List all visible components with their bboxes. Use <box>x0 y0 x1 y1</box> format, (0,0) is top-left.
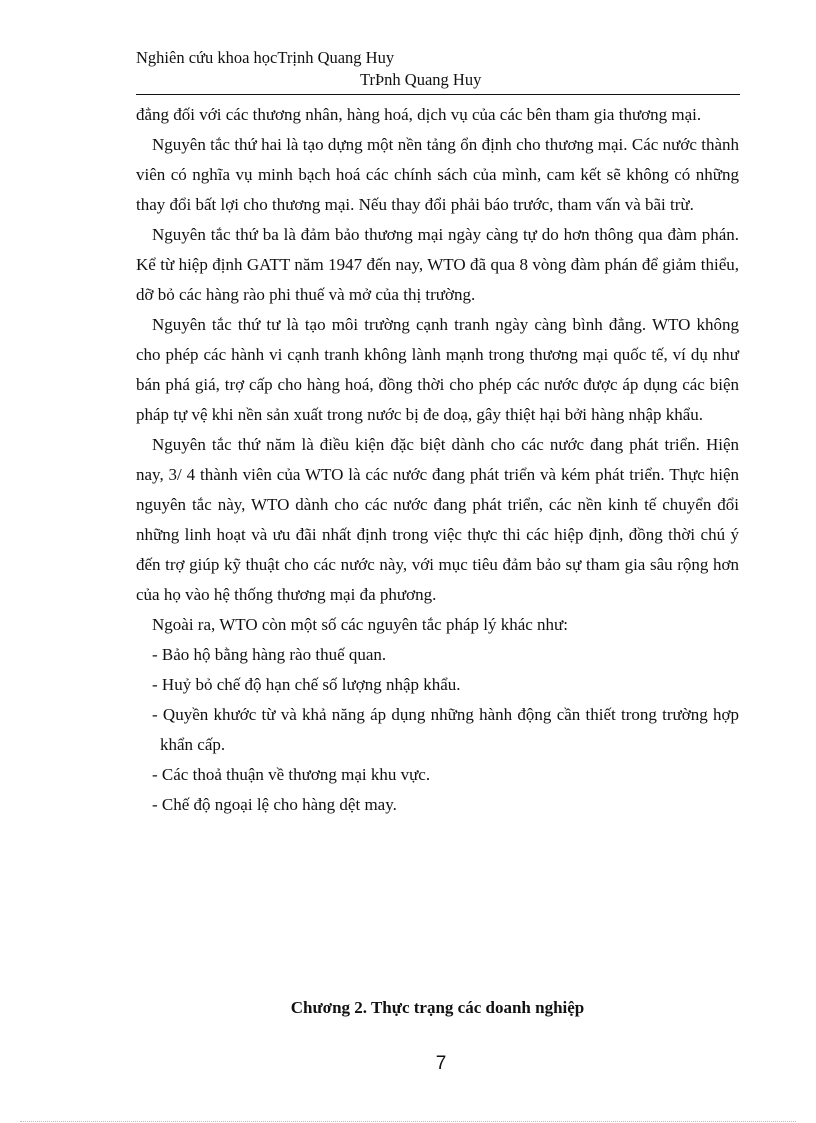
list-item: - Quyền khước từ và khả năng áp dụng những hành động cần thiết trong trường hợp khẩn cấp. <box>152 705 739 754</box>
body-text <box>136 100 739 820</box>
list-item: - Các thoả thuận về thương mại khu vực. <box>152 765 431 784</box>
header-line-2: TrÞnh Quang Huy <box>360 70 482 89</box>
paragraph-principle-4: Nguyên tắc thứ tư là tạo môi trường cạnh tranh ngày càng bình đẳng. WTO không cho phép các hành vi cạnh tranh không lành mạnh trong thương mại quốc tế, ví dụ như bán phá giá, trợ cấp cho hàng hoá, đồng thời cho phép các nước được áp dụng các biện pháp tự vệ khi nền sản xuất trong nước bị đe doạ, gây thiệt hại bởi hàng nhập khẩu. <box>136 315 739 424</box>
header-line-1: Nghiên cứu khoa họcTrịnh Quang Huy <box>136 48 395 67</box>
paragraph-principle-5: Nguyên tắc thứ năm là điều kiện đặc biệt dành cho các nước đang phát triển. Hiện nay, 3/ 4 thành viên của WTO là các nước đang phát triển và kém phát triển. Thực hiện nguyên tắc này, WTO dành cho các nước đang phát triển, các nền kinh tế chuyển đổi những linh hoạt và ưu đãi nhất định trong việc thực thi các hiệp định, đồng thời chú ý đến trợ giúp kỹ thuật cho các nước này, với mục tiêu đảm bảo sự tham gia sâu rộng hơn của họ vào hệ thống thương mại đa phương. <box>136 435 739 604</box>
chapter-title: Chương 2. Thực trạng các doanh nghiệp <box>290 998 585 1017</box>
list-item: - Huỷ bỏ chế độ hạn chế số lượng nhập khẩu. <box>152 675 461 694</box>
paragraph-other-principles: Ngoài ra, WTO còn một số các nguyên tắc pháp lý khác như: <box>152 615 568 634</box>
page-header <box>136 47 740 91</box>
paragraph-principle-2: Nguyên tắc thứ hai là tạo dựng một nền tảng ổn định cho thương mại. Các nước thành viên có nghĩa vụ minh bạch hoá các chính sách của mình, cam kết sẽ không có những thay đổi bất lợi cho thương mại. Nếu thay đổi phải báo trước, tham vấn và bãi trừ. <box>136 135 739 214</box>
list-item: - Chế độ ngoại lệ cho hàng dệt may. <box>152 795 397 814</box>
page-bottom-divider <box>20 1121 796 1122</box>
paragraph-continuation: đẳng đối với các thương nhân, hàng hoá, dịch vụ của các bên tham gia thương mại. <box>136 105 702 124</box>
list-item: - Bảo hộ bằng hàng rào thuế quan. <box>152 645 387 664</box>
principles-list <box>136 640 739 820</box>
page-number: 7 <box>435 1053 447 1074</box>
header-rule <box>136 94 740 95</box>
paragraph-principle-3: Nguyên tắc thứ ba là đảm bảo thương mại ngày càng tự do hơn thông qua đàm phán. Kể từ hiệp định GATT năm 1947 đến nay, WTO đã qua 8 vòng đàm phán để giảm thiểu, dỡ bỏ các hàng rào phi thuế và mở của thị trường. <box>136 225 739 304</box>
